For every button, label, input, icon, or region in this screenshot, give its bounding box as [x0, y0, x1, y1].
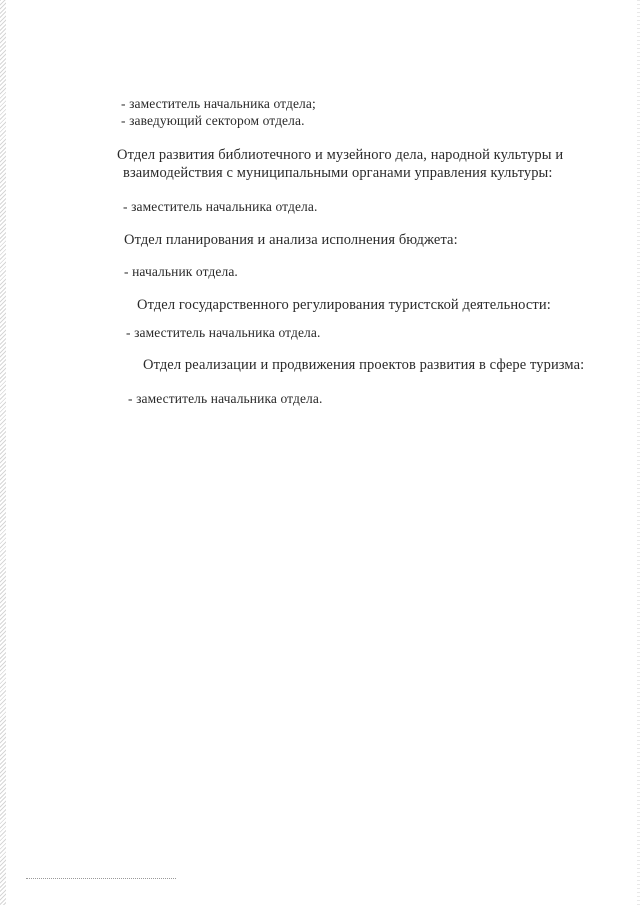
scan-artifact-line: [26, 878, 176, 879]
list-item: - заместитель начальника отдела;: [121, 96, 316, 111]
list-item: - заместитель начальника отдела.: [123, 199, 318, 214]
list-item: - заместитель начальника отдела.: [128, 391, 323, 406]
section-heading: Отдел государственного регулирования туристской деятельности:: [137, 297, 551, 313]
section-heading: Отдел реализации и продвижения проектов развития в сфере туризма:: [143, 357, 585, 373]
section-heading: Отдел планирования и анализа исполнения бюджета:: [124, 232, 458, 248]
list-item: - заместитель начальника отдела.: [126, 325, 321, 340]
list-item: - заведующий сектором отдела.: [121, 113, 305, 128]
scan-edge-left: [0, 0, 6, 905]
list-item: - начальник отдела.: [124, 264, 238, 279]
section-heading: взаимодействия с муниципальными органами управления культуры:: [123, 165, 553, 181]
section-heading: Отдел развития библиотечного и музейного дела, народной культуры и: [117, 147, 564, 163]
